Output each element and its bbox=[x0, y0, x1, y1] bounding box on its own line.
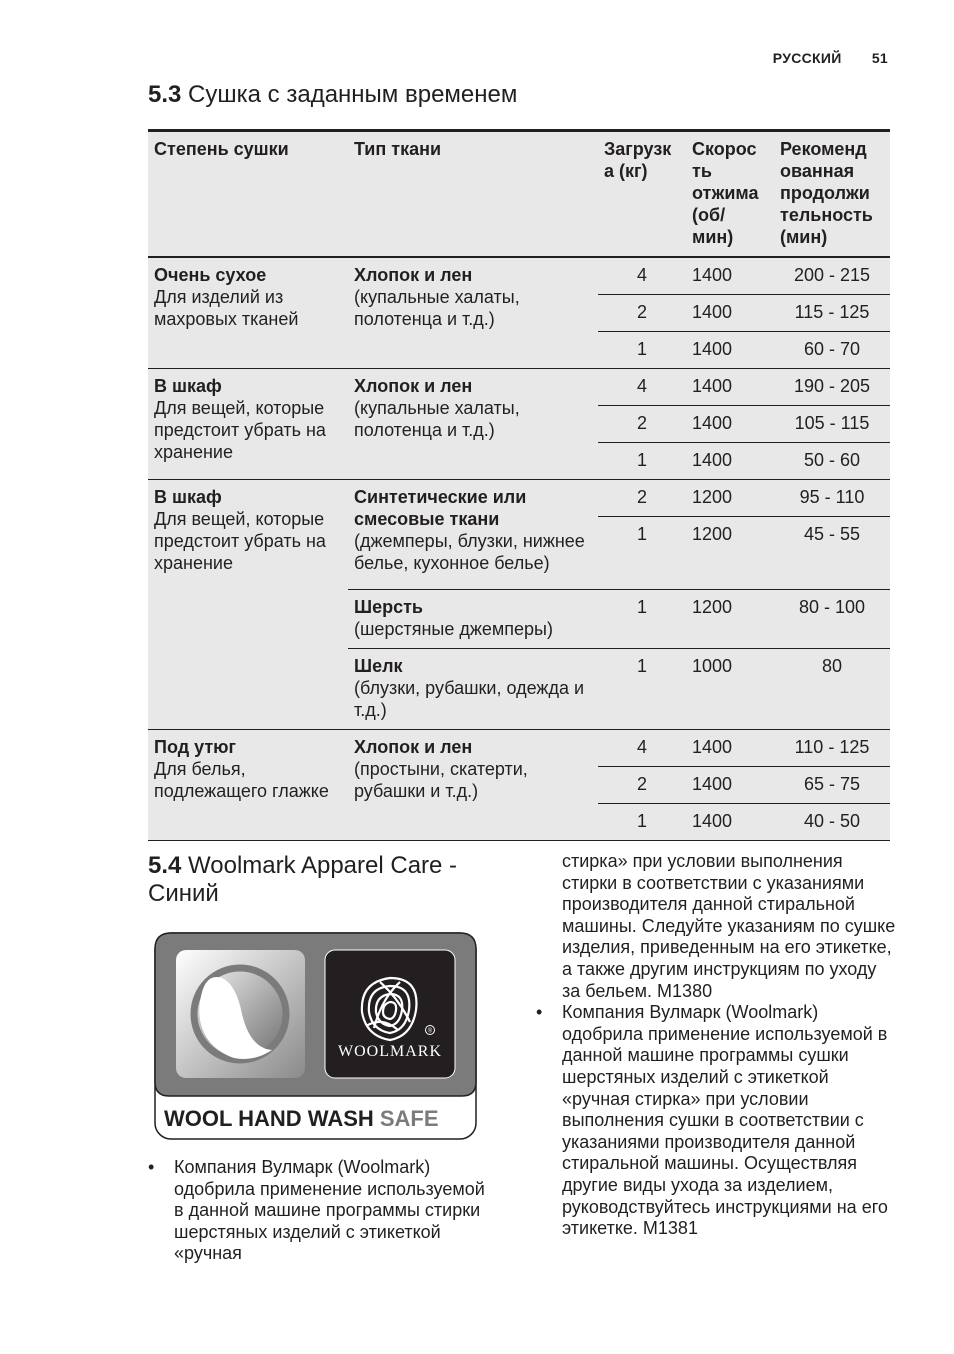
bullet-list-left bbox=[148, 1157, 493, 1265]
bullet-text: Компания Вулмарк (Woolmark) одобрила применение используемой в данной машине программы стирки шерстяных изделий с этикеткой «ручная bbox=[174, 1157, 485, 1264]
dryness-cell bbox=[148, 257, 348, 369]
dryness-description: Для белья, подлежащего глажке bbox=[154, 759, 329, 801]
table-group-very-dry bbox=[148, 257, 890, 369]
bullet-text: Компания Вулмарк (Woolmark) одобрила применение используемой в данной машине программы сушки шерстяных изделий с этикеткой «ручная стирка» при условии выполнения сушки в соответствии с указаниями производителя данной стиральной машины. Осуществляя другие виды ухода за изделием, руководствуйтесь инструкциями на его этикетке. M1381 bbox=[562, 1002, 888, 1239]
fabric-name: Хлопок и лен bbox=[354, 737, 473, 757]
caption-dark: WOOL HAND WASH bbox=[164, 1106, 374, 1131]
drum-wave-icon bbox=[194, 968, 286, 1060]
running-header bbox=[773, 50, 888, 66]
list-item-continued bbox=[536, 851, 896, 1002]
load-value: 2 bbox=[636, 487, 647, 507]
duration-value: 80 bbox=[774, 649, 890, 730]
woolmark-logo bbox=[154, 932, 477, 1140]
duration-value: 190 - 205 bbox=[793, 376, 871, 396]
load-value: 2 bbox=[598, 767, 686, 804]
page-number: 51 bbox=[871, 50, 888, 66]
fabric-cell bbox=[348, 649, 598, 730]
fabric-cell bbox=[348, 590, 598, 649]
fabric-description: (купальные халаты, полотенца и т.д.) bbox=[354, 398, 520, 440]
woolmark-logo-graphic bbox=[154, 932, 477, 1140]
section-title-text: Woolmark Apparel Care - Синий bbox=[148, 852, 458, 907]
load-value: 4 bbox=[636, 265, 647, 285]
load-value: 1 bbox=[598, 804, 686, 841]
duration-value: 95 - 110 bbox=[799, 487, 865, 507]
table-row bbox=[148, 257, 890, 295]
speed-value: 1400 bbox=[692, 376, 733, 396]
speed-value: 1400 bbox=[686, 804, 774, 841]
load-value: 1 bbox=[598, 590, 686, 649]
col-header-fabric: Тип ткани bbox=[354, 139, 442, 159]
speed-value: 1400 bbox=[692, 265, 733, 285]
duration-value: 80 - 100 bbox=[774, 590, 890, 649]
load-value: 4 bbox=[636, 737, 647, 757]
fabric-cell bbox=[348, 369, 598, 480]
list-item bbox=[148, 1157, 493, 1265]
duration-value: 115 - 125 bbox=[774, 295, 890, 332]
fabric-name: Шерсть bbox=[354, 597, 423, 617]
speed-value: 1400 bbox=[686, 443, 774, 480]
duration-value: 50 - 60 bbox=[774, 443, 890, 480]
dryness-description: Для вещей, которые предстоит убрать на хранение bbox=[154, 509, 326, 573]
speed-value: 1200 bbox=[686, 590, 774, 649]
col-header-duration: Рекоменд ованная продолжи тельность (мин) bbox=[780, 139, 873, 247]
fabric-name: Хлопок и лен bbox=[354, 376, 473, 396]
woolmark-brand-text: WOOLMARK bbox=[338, 1043, 442, 1060]
table-group-cupboard-delicate bbox=[148, 480, 890, 730]
dryness-cell bbox=[148, 369, 348, 480]
fabric-cell bbox=[348, 730, 598, 841]
table-group-iron-dry bbox=[148, 730, 890, 841]
duration-value: 40 - 50 bbox=[774, 804, 890, 841]
section-number: 5.4 bbox=[148, 852, 182, 879]
load-value: 4 bbox=[636, 376, 647, 396]
duration-value: 200 - 215 bbox=[793, 265, 871, 285]
fabric-name: Шелк bbox=[354, 656, 403, 676]
speed-value: 1400 bbox=[686, 406, 774, 443]
caption-light: SAFE bbox=[379, 1106, 439, 1131]
col-header-dryness: Степень сушки bbox=[154, 139, 289, 159]
duration-value: 65 - 75 bbox=[774, 767, 890, 804]
speed-value: 1400 bbox=[686, 767, 774, 804]
section-title-5-3 bbox=[148, 81, 517, 109]
dryness-level: Очень сухое bbox=[154, 265, 267, 285]
timed-drying-table bbox=[148, 129, 890, 841]
speed-value: 1000 bbox=[686, 649, 774, 730]
list-item bbox=[536, 1002, 896, 1240]
dryness-description: Для изделий из махровых тканей bbox=[154, 287, 299, 329]
load-value: 1 bbox=[598, 517, 686, 590]
fabric-name: Хлопок и лен bbox=[354, 265, 473, 285]
duration-value: 60 - 70 bbox=[774, 332, 890, 369]
dryness-level: В шкаф bbox=[154, 487, 222, 507]
logo-caption bbox=[164, 1106, 439, 1131]
fabric-description: (купальные халаты, полотенца и т.д.) bbox=[354, 287, 520, 329]
fabric-cell bbox=[348, 257, 598, 369]
section-number: 5.3 bbox=[148, 81, 182, 108]
dryness-level: В шкаф bbox=[154, 376, 222, 396]
section-title-5-4 bbox=[148, 852, 508, 908]
speed-value: 1400 bbox=[692, 737, 733, 757]
load-value: 1 bbox=[598, 332, 686, 369]
load-value: 1 bbox=[598, 443, 686, 480]
dryness-cell bbox=[148, 730, 348, 841]
speed-value: 1400 bbox=[686, 295, 774, 332]
fabric-description: (простыни, скатерти, рубашки и т.д.) bbox=[354, 759, 528, 801]
table-header-row bbox=[148, 131, 890, 258]
speed-value: 1200 bbox=[692, 487, 733, 507]
col-header-load: Загрузк а (кг) bbox=[604, 139, 672, 181]
duration-value: 105 - 115 bbox=[774, 406, 890, 443]
dryness-description: Для вещей, которые предстоит убрать на хранение bbox=[154, 398, 326, 462]
bullet-text: стирка» при условии выполнения стирки в соответствии с указаниями производителя данной стиральной машины. Следуйте указаниям по сушке изделия, приведенным на его этикетке, а также другим инструкциям по уходу за бельем. M1380 bbox=[562, 851, 896, 1001]
registered-mark: ® bbox=[427, 1028, 433, 1035]
col-header-spin-speed: Скорос ть отжима (об/ мин) bbox=[692, 139, 759, 247]
table-row bbox=[148, 369, 890, 406]
table-row bbox=[148, 730, 890, 767]
bullet-icon: • bbox=[536, 1002, 543, 1023]
table-row bbox=[148, 480, 890, 517]
duration-value: 110 - 125 bbox=[794, 737, 870, 757]
dryness-cell bbox=[148, 480, 348, 730]
table-group-cupboard-cotton bbox=[148, 369, 890, 480]
bullet-icon: • bbox=[148, 1157, 155, 1177]
fabric-description: (блузки, рубашки, одежда и т.д.) bbox=[354, 678, 585, 720]
fabric-description: (джемперы, блузки, нижнее белье, кухонное белье) bbox=[354, 531, 585, 573]
speed-value: 1200 bbox=[686, 517, 774, 590]
fabric-name: Синтетические или смесовые ткани bbox=[354, 487, 527, 529]
load-value: 2 bbox=[598, 295, 686, 332]
fabric-description: (шерстяные джемперы) bbox=[354, 619, 553, 639]
duration-value: 45 - 55 bbox=[774, 517, 890, 590]
language-label: РУССКИЙ bbox=[772, 50, 842, 66]
bullet-list-right bbox=[536, 851, 896, 1240]
load-value: 1 bbox=[598, 649, 686, 730]
dryness-level: Под утюг bbox=[154, 737, 237, 757]
load-value: 2 bbox=[598, 406, 686, 443]
section-title-text: Сушка с заданным временем bbox=[188, 81, 518, 108]
speed-value: 1400 bbox=[686, 332, 774, 369]
fabric-cell bbox=[348, 480, 598, 590]
